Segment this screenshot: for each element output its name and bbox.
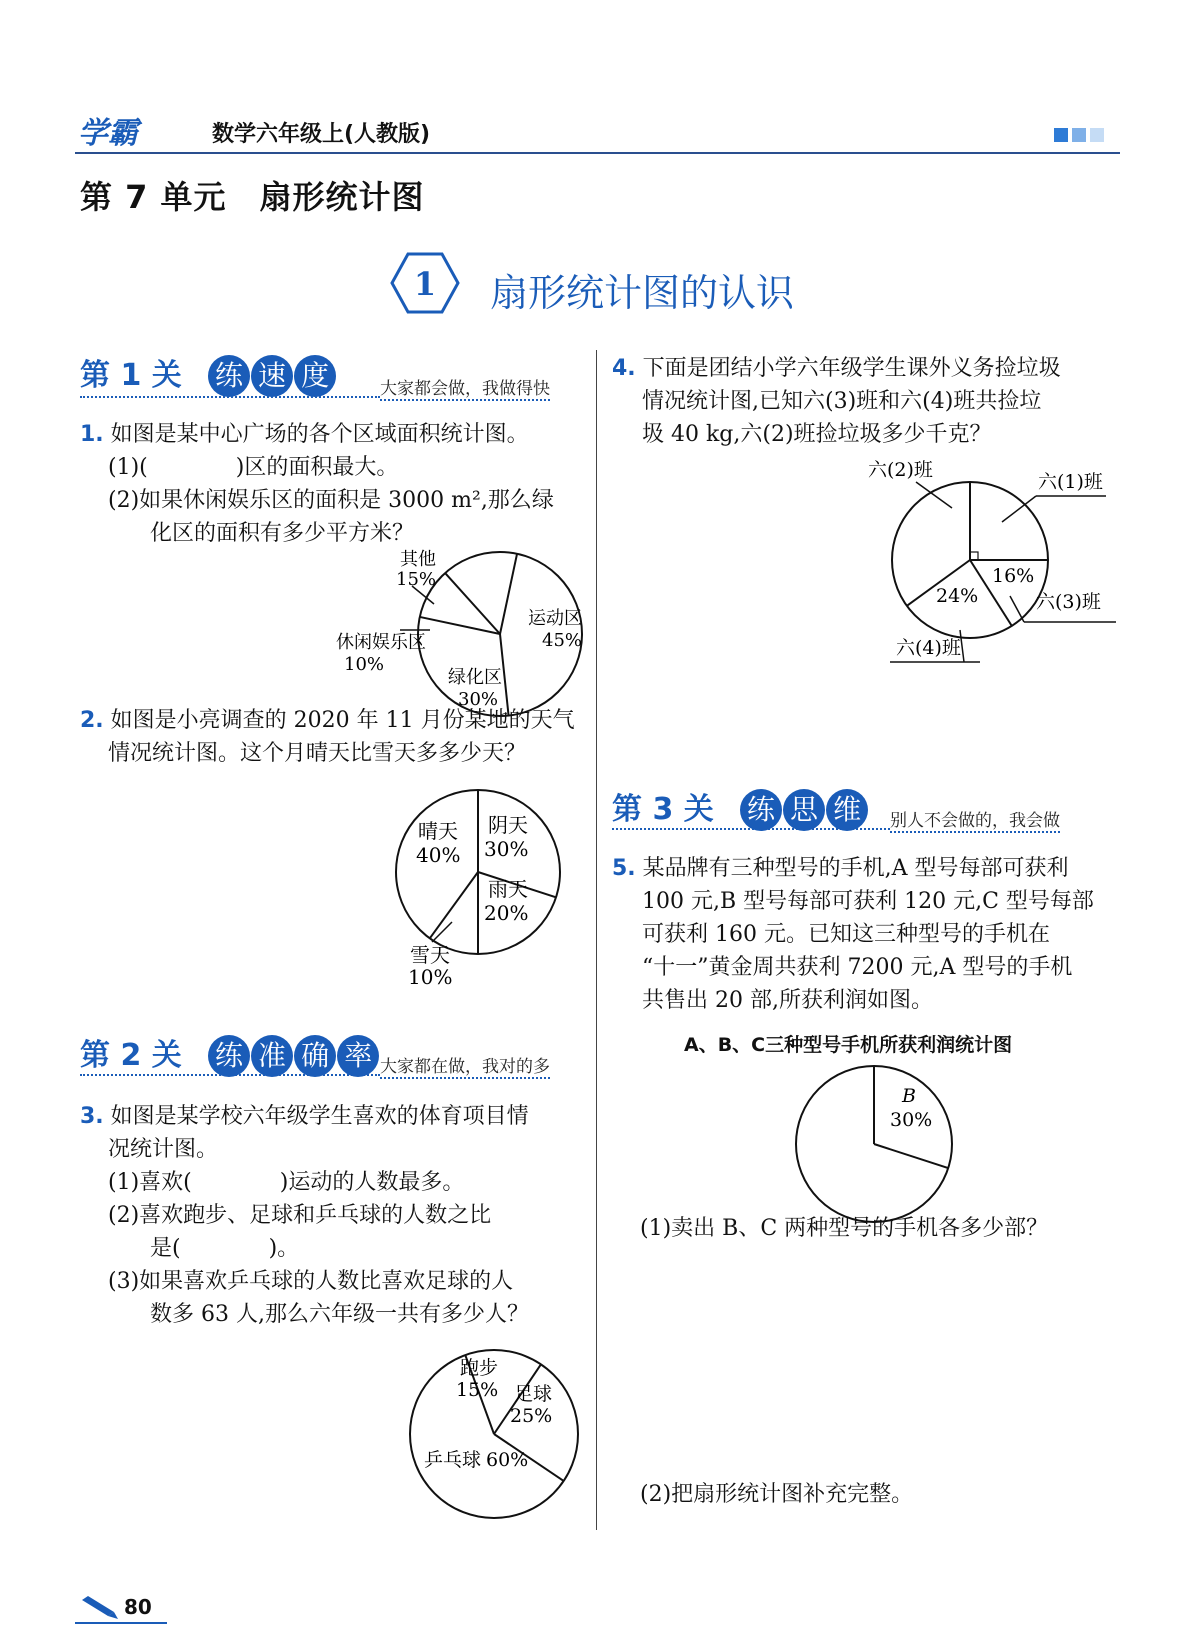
pie3-value-run: 15% [456, 1379, 499, 1401]
pie-chart-area [330, 548, 590, 720]
level-2-tag-2: 准 [251, 1035, 293, 1077]
pie5-lines-radius-1 [874, 1144, 948, 1168]
pie3-value-pingpong: 60% [486, 1449, 529, 1471]
question-4-line-2: 情况统计图,已知六(3)班和六(4)班共捡垃 [642, 389, 1042, 414]
pie1-value-other: 15% [396, 569, 437, 590]
level-1-motto: 大家都会做，我做得快 [380, 374, 550, 401]
question-3-part-3a: (3)如果喜欢乒乓球的人数比喜欢足球的人 [108, 1269, 514, 1294]
header-square-1 [1054, 128, 1068, 142]
pie4-label-c3: 六(3)班 [1036, 591, 1101, 613]
lesson-number: 1 [413, 265, 437, 303]
pie3-label-football: 足球 [514, 1383, 553, 1405]
level-3-tag-1: 练 [740, 789, 782, 831]
question-2-text-1: 如图是小亮调查的 2020 年 11 月份某地的天气 [110, 708, 575, 733]
question-5-line-3: 可获利 160 元。已知这三种型号的手机在 [642, 922, 1050, 947]
question-2-line-1 [80, 704, 575, 737]
level-3-banner [612, 784, 864, 831]
pie1-label-green: 绿化区 [448, 667, 502, 688]
question-1-part-1: (1)( )区的面积最大。 [108, 455, 399, 480]
question-4-number: 4. [612, 356, 636, 381]
pie2-lines-radius-3 [430, 872, 478, 938]
pie4-label-c1: 六(1)班 [1038, 471, 1103, 493]
header-square-3 [1090, 128, 1104, 142]
pie1-value-leisure: 10% [344, 654, 385, 675]
unit-title: 第 7 单元 扇形统计图 [80, 178, 425, 216]
pie1-value-green: 30% [458, 689, 499, 710]
lesson-number-badge [390, 252, 460, 314]
question-3-part-1: (1)喜欢( )运动的人数最多。 [108, 1170, 465, 1195]
question-5-line-1 [612, 852, 1069, 885]
question-5-part-2: (2)把扇形统计图补充完整。 [640, 1482, 914, 1507]
phone-profit-pie-chart [790, 1060, 960, 1230]
question-2-number: 2. [80, 708, 104, 733]
pie4-label-c4: 六(4)班 [896, 637, 961, 659]
pie2-label-rain: 雨天 [488, 877, 528, 901]
lesson-title: 扇形统计图的认识 [490, 271, 795, 315]
sports-pie-chart [400, 1346, 590, 1526]
level-2-motto: 大家都在做，我对的多 [380, 1052, 550, 1079]
pie1-label-leisure: 休闲娱乐区 [336, 632, 426, 653]
level-2-label: 第 2 关 [80, 1038, 182, 1073]
pie1-label-sport: 运动区 [528, 608, 582, 629]
level-2-banner [80, 1030, 375, 1077]
level-3-motto: 别人不会做的，我会做 [890, 806, 1060, 833]
pie4-label-c2: 六(2)班 [868, 459, 933, 481]
q5-chart-title: A、B、C三种型号手机所获利润统计图 [684, 1034, 1013, 1056]
question-5-number: 5. [612, 856, 636, 881]
question-5-text-1: 某品牌有三种型号的手机,A 型号每部可获利 [642, 856, 1069, 881]
question-3-number: 3. [80, 1104, 104, 1129]
level-1-banner [80, 350, 332, 397]
level-3-tag-2: 思 [783, 789, 825, 831]
book-subtitle: 数学六年级上(人教版) [212, 122, 431, 147]
pie2-label-sunny: 晴天 [418, 819, 458, 843]
pie1-lines-radius-0 [500, 554, 517, 634]
pie4-value-c4: 24% [936, 585, 979, 607]
question-3-part-2a: (2)喜欢跑步、足球和乒乓球的人数之比 [108, 1203, 492, 1228]
question-4-line-1 [612, 352, 1061, 385]
level-2-dotted-rule [80, 1074, 380, 1076]
pencil-icon [78, 1592, 120, 1620]
question-3-line-1 [80, 1100, 529, 1133]
question-1-part-2b: 化区的面积有多少平方米？ [150, 521, 415, 546]
class-pie-chart [860, 456, 1120, 676]
question-5-part-1: (1)卖出 B、C 两种型号的手机各多少部？ [640, 1216, 1049, 1241]
pie2-label-cloudy: 阴天 [488, 813, 528, 837]
level-1-tag-3: 度 [294, 355, 336, 397]
pie2-value-snow: 10% [408, 965, 453, 986]
level-1-tag-1: 练 [208, 355, 250, 397]
level-2-tag-1: 练 [208, 1035, 250, 1077]
question-5-line-4: “十一”黄金周共获利 7200 元,A 型号的手机 [642, 955, 1073, 980]
level-3-label: 第 3 关 [612, 792, 714, 827]
pie2-label-snow: 雪天 [410, 943, 450, 967]
level-3-dotted-rule [612, 828, 890, 830]
pie2-value-sunny: 40% [416, 843, 461, 867]
question-3-part-3b: 数多 63 人,那么六年级一共有多少人？ [150, 1302, 529, 1327]
level-1-dotted-rule [80, 396, 380, 398]
question-3-text-1: 如图是某学校六年级学生喜欢的体育项目情 [110, 1104, 529, 1129]
pie1-value-sport: 45% [542, 630, 583, 651]
pie1-label-other: 其他 [400, 549, 436, 570]
question-5-line-5: 共售出 20 部,所获利润如图。 [642, 988, 933, 1013]
pie3-label-run: 跑步 [460, 1357, 499, 1379]
right-angle-marker [970, 552, 978, 560]
question-1-text: 如图是某中心广场的各个区域面积统计图。 [110, 422, 529, 447]
question-1-number: 1. [80, 422, 104, 447]
weather-pie-chart [380, 786, 580, 986]
question-1-part-2a: (2)如果休闲娱乐区的面积是 3000 m²,那么绿 [108, 488, 554, 513]
question-2-line-2: 情况统计图。这个月晴天比雪天多多少天？ [108, 741, 527, 766]
question-4-line-3: 圾 40 kg,六(2)班捡垃圾多少千克？ [642, 422, 992, 447]
level-3-tag-3: 维 [826, 789, 868, 831]
pie2-value-rain: 20% [484, 901, 529, 925]
question-3-part-2b: 是( )。 [150, 1236, 300, 1261]
pie3-value-football: 25% [510, 1405, 553, 1427]
pie5-label-b: B [902, 1085, 916, 1107]
page-number: 80 [124, 1595, 152, 1619]
question-5-line-2: 100 元,B 型号每部可获利 120 元,C 型号每部 [642, 889, 1094, 914]
pie2-value-cloudy: 30% [484, 837, 529, 861]
header-square-2 [1072, 128, 1086, 142]
level-1-label: 第 1 关 [80, 358, 182, 393]
question-4-text-1: 下面是团结小学六年级学生课外义务捡垃圾 [642, 356, 1061, 381]
question-1-stem [80, 418, 529, 451]
header-rule [75, 152, 1120, 154]
brand-logo: 学霸 [78, 116, 138, 151]
question-3-line-2: 况统计图。 [108, 1137, 219, 1162]
level-1-tag-2: 速 [251, 355, 293, 397]
pie3-label-pingpong: 乒乓球 [424, 1449, 482, 1471]
pie5-value-b: 30% [890, 1109, 933, 1131]
pie4-value-c3: 16% [992, 565, 1035, 587]
column-divider [596, 350, 597, 1530]
pie4-leader-c3 [1010, 596, 1024, 622]
footer-rule [75, 1622, 167, 1624]
level-2-tag-3: 确 [294, 1035, 336, 1077]
level-2-tag-4: 率 [337, 1035, 379, 1077]
